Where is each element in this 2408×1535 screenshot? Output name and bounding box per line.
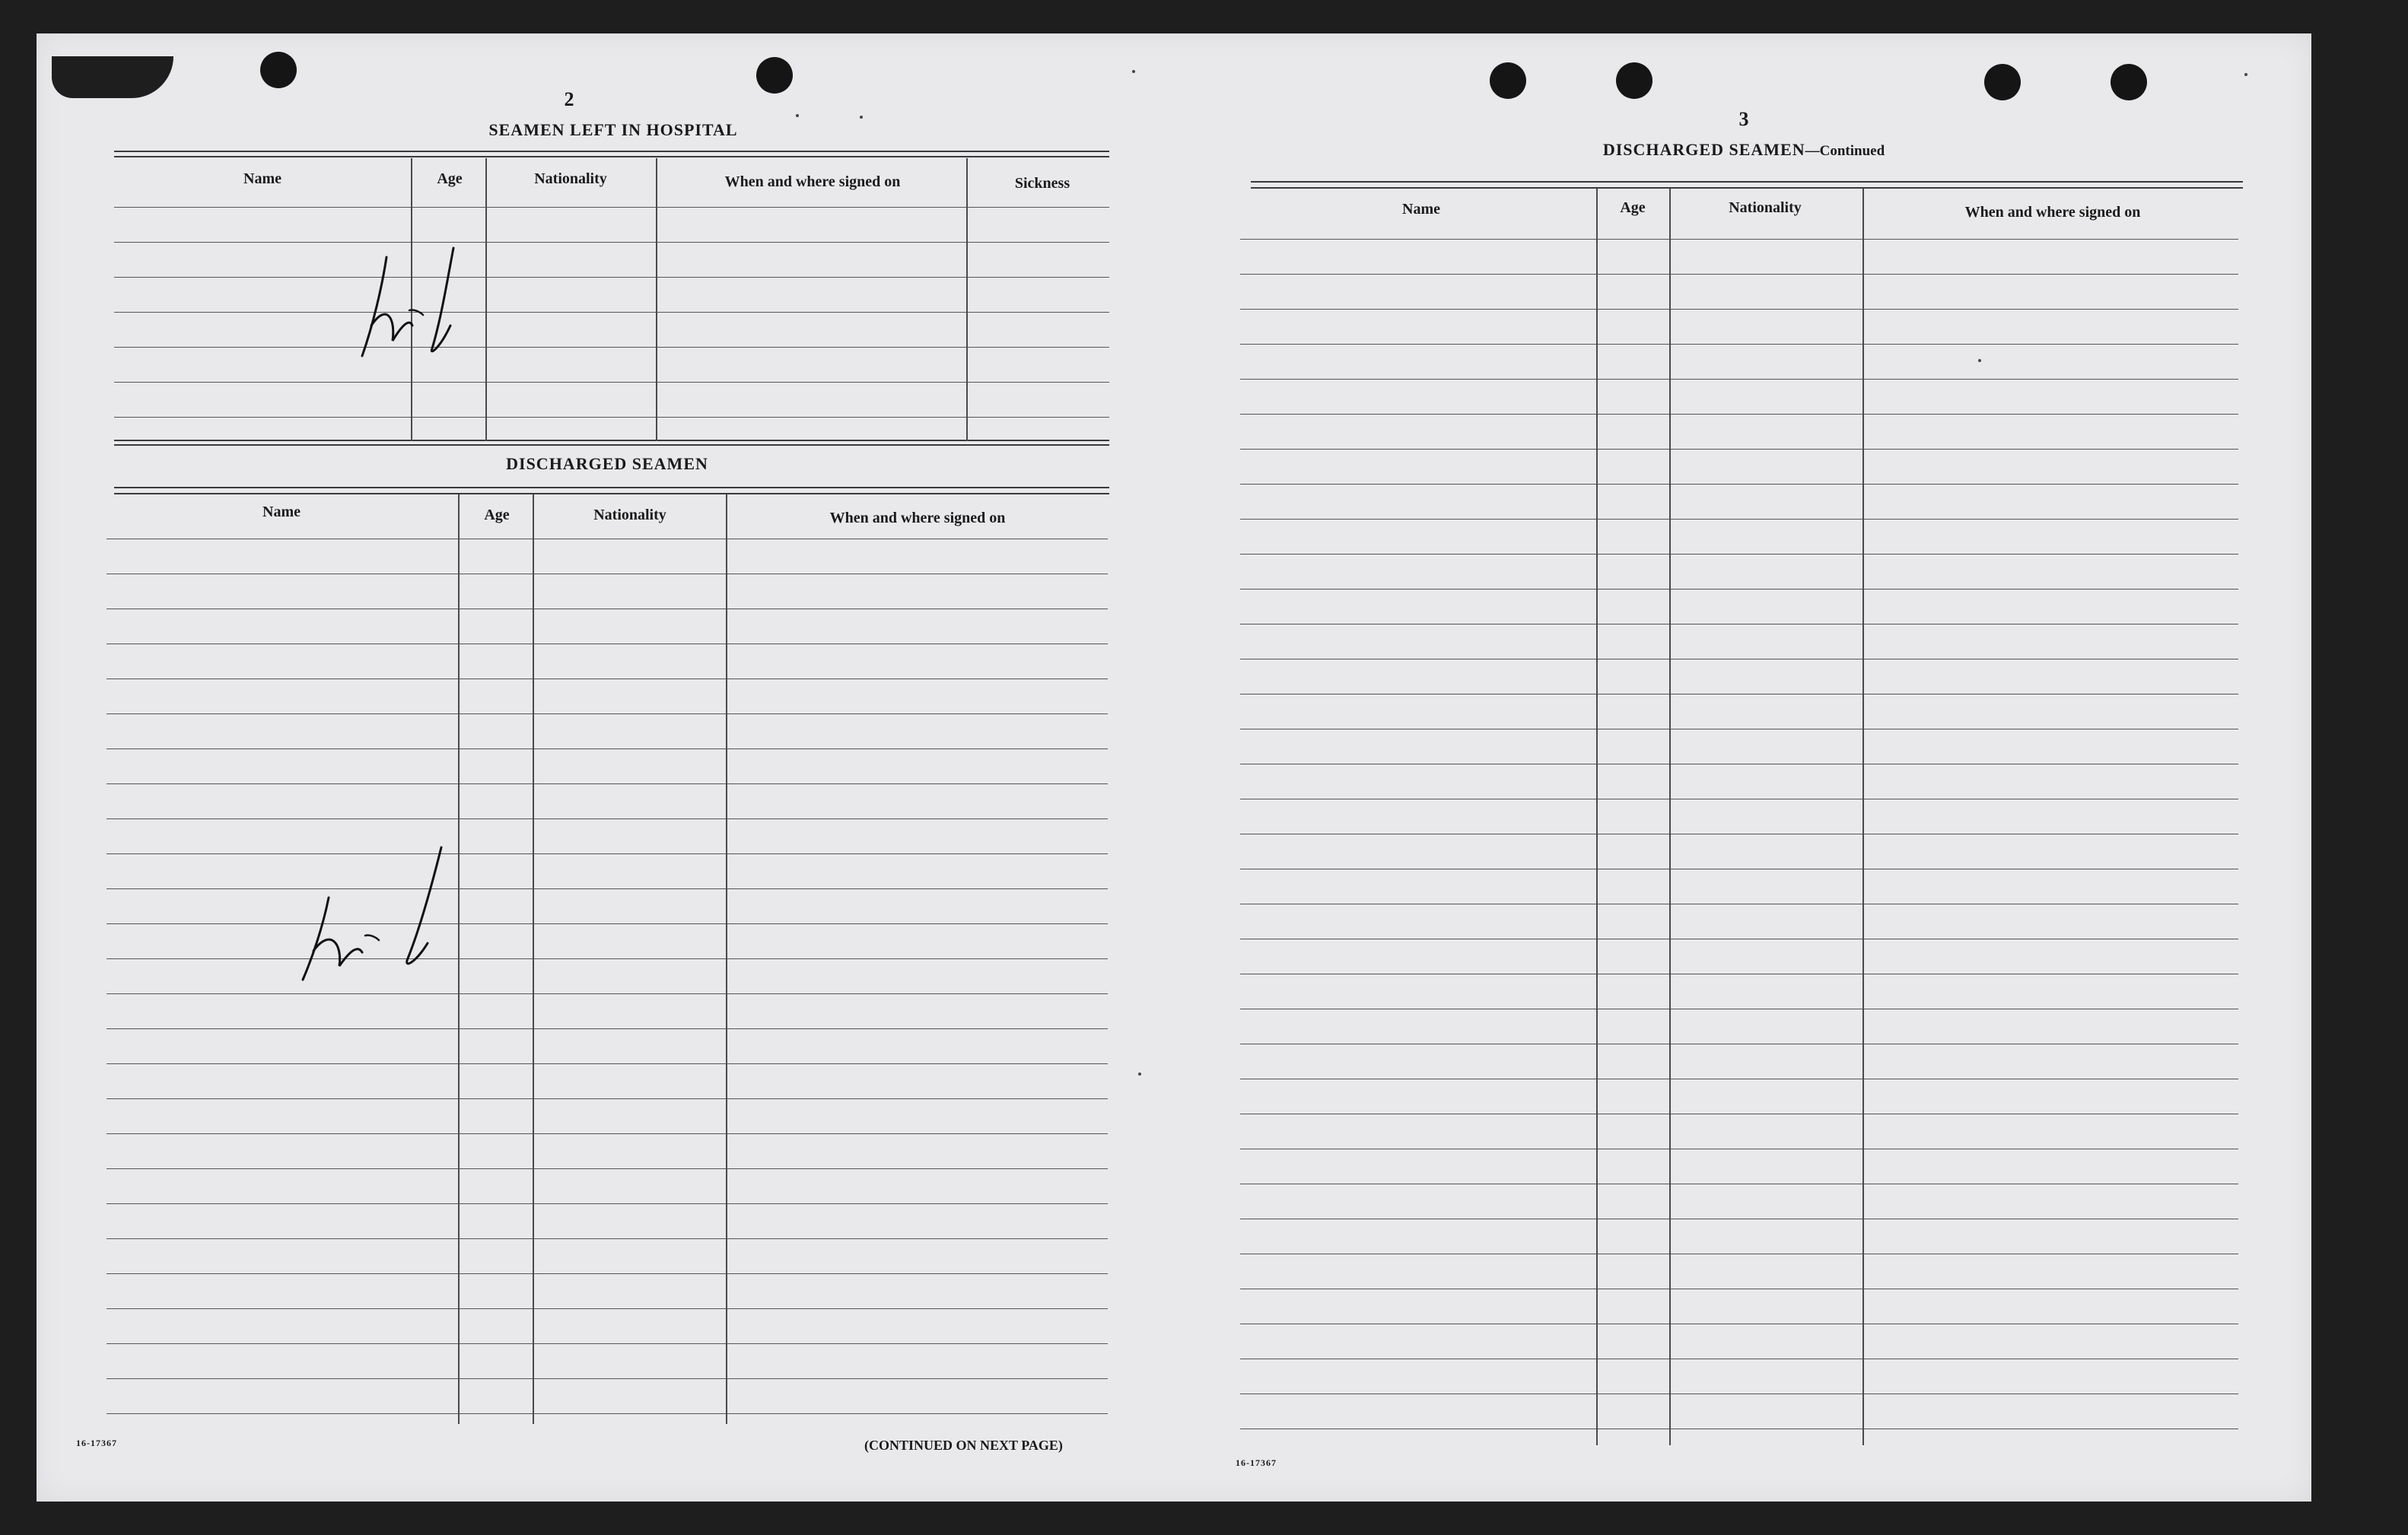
- rule-line: [107, 993, 1108, 994]
- rule-line: [1240, 554, 2238, 555]
- punch-hole: [260, 52, 297, 88]
- rule-line: [107, 713, 1108, 714]
- rule-line: [107, 783, 1108, 784]
- rule-line: [114, 347, 1109, 348]
- right-title-suffix: —Continued: [1805, 143, 1885, 159]
- right-section-title: [1603, 140, 1885, 160]
- rule-line: [1251, 187, 2243, 189]
- punch-hole: [1984, 64, 2021, 100]
- column-divider: [533, 494, 534, 1424]
- rule-line: [107, 888, 1108, 889]
- discharged-col-signed-on: When and where signed on: [829, 510, 1006, 526]
- rule-line: [1240, 414, 2238, 415]
- hospital-col-signed-on: When and where signed on: [724, 173, 901, 190]
- rule-line: [114, 151, 1109, 152]
- column-divider: [656, 158, 657, 441]
- rule-line: [1240, 519, 2238, 520]
- right-col-name: Name: [1402, 201, 1440, 218]
- rule-line: [107, 1133, 1108, 1134]
- hospital-col-age: Age: [437, 170, 463, 187]
- rule-line: [1240, 449, 2238, 450]
- torn-corner: [52, 56, 173, 98]
- discharged-section-title: DISCHARGED SEAMEN: [506, 454, 708, 473]
- rule-line: [1240, 344, 2238, 345]
- speck: [2244, 73, 2247, 76]
- rule-line: [107, 1413, 1108, 1414]
- page-number-left: 2: [564, 88, 574, 110]
- rule-line: [1240, 484, 2238, 485]
- right-col-nationality: Nationality: [1729, 199, 1802, 216]
- rule-line: [107, 1203, 1108, 1204]
- right-col-signed-on: When and where signed on: [1964, 204, 2141, 221]
- rule-line: [107, 958, 1108, 959]
- rule-line: [107, 1308, 1108, 1309]
- continued-note: (CONTINUED ON NEXT PAGE): [864, 1438, 1063, 1453]
- hospital-col-name: Name: [243, 170, 282, 187]
- rule-line: [107, 1168, 1108, 1169]
- rule-line: [107, 748, 1108, 749]
- rule-line: [1240, 274, 2238, 275]
- rule-line: [114, 277, 1109, 278]
- rule-line: [107, 1273, 1108, 1274]
- rule-line: [107, 1238, 1108, 1239]
- rule-line: [114, 440, 1109, 441]
- punch-hole: [1616, 62, 1653, 99]
- rule-line: [107, 1028, 1108, 1029]
- discharged-col-name: Name: [262, 504, 301, 520]
- rule-line: [114, 382, 1109, 383]
- rule-line: [1251, 181, 2243, 183]
- column-divider: [726, 494, 727, 1424]
- speck: [1132, 70, 1135, 73]
- rule-line: [1240, 589, 2238, 590]
- rule-line: [107, 1098, 1108, 1099]
- discharged-col-nationality: Nationality: [593, 507, 666, 523]
- rule-line: [107, 1063, 1108, 1064]
- column-divider: [458, 494, 460, 1424]
- column-divider: [1596, 189, 1598, 1445]
- rule-line: [1240, 239, 2238, 240]
- speck: [796, 114, 799, 117]
- punch-hole: [756, 57, 793, 94]
- rule-line: [114, 493, 1109, 494]
- form-code-right: 16-17367: [1236, 1457, 1277, 1468]
- rule-line: [114, 444, 1109, 446]
- column-divider: [1669, 189, 1671, 1445]
- column-divider: [1862, 189, 1864, 1445]
- rule-line: [114, 242, 1109, 243]
- speck: [860, 116, 863, 119]
- punch-hole: [1490, 62, 1526, 99]
- hospital-col-sickness: Sickness: [1014, 175, 1070, 192]
- rule-line: [1240, 309, 2238, 310]
- right-col-age: Age: [1620, 199, 1646, 216]
- rule-line: [114, 207, 1109, 208]
- punch-hole: [2111, 64, 2147, 100]
- speck: [1138, 1073, 1141, 1076]
- rule-line: [114, 417, 1109, 418]
- rule-line: [107, 818, 1108, 819]
- handwritten-nil-discharged: [297, 844, 456, 981]
- rule-line: [107, 853, 1108, 854]
- rule-line: [107, 1378, 1108, 1379]
- rule-line: [1240, 379, 2238, 380]
- rule-line: [114, 312, 1109, 313]
- rule-line: [107, 923, 1108, 924]
- rule-line: [107, 1343, 1108, 1344]
- hospital-col-nationality: Nationality: [534, 170, 607, 187]
- handwritten-nil-hospital: [356, 242, 501, 364]
- rule-line: [114, 156, 1109, 157]
- rule-line: [114, 487, 1109, 488]
- discharged-col-age: Age: [484, 507, 510, 523]
- page-number-right: 3: [1738, 108, 1749, 130]
- right-title-main: DISCHARGED SEAMEN: [1602, 140, 1805, 159]
- form-code-left: 16-17367: [76, 1438, 117, 1448]
- column-divider: [966, 158, 968, 441]
- speck: [1978, 359, 1981, 362]
- hospital-section-title: SEAMEN LEFT IN HOSPITAL: [488, 120, 738, 139]
